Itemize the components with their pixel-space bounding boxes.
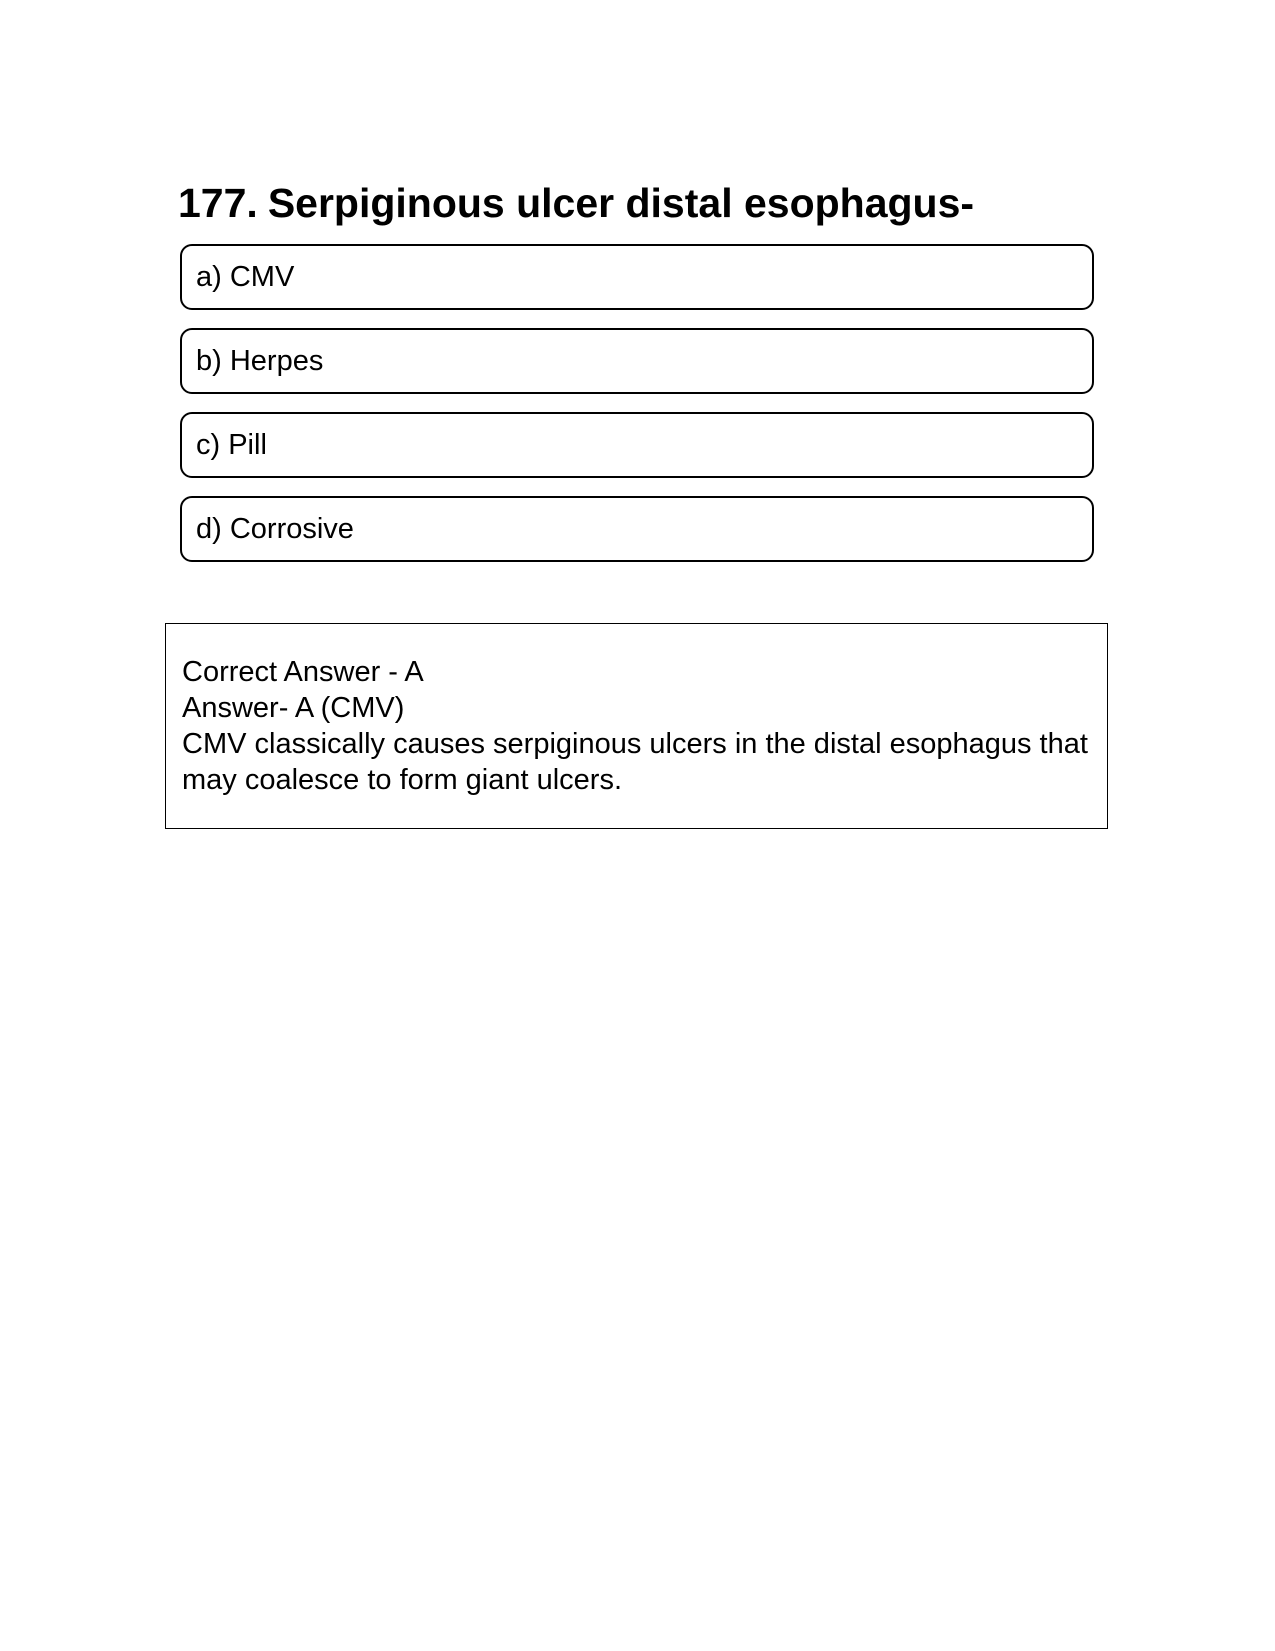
answer-line: Answer- A (CMV) [182, 692, 405, 724]
option-d[interactable] [180, 496, 1094, 562]
question-text: Serpiginous ulcer distal esophagus- [267, 180, 975, 226]
option-c-label: c) Pill [196, 429, 267, 461]
option-c[interactable] [180, 412, 1094, 478]
option-d-label: d) Corrosive [196, 513, 354, 545]
answer-explanation-box [165, 623, 1108, 829]
correct-answer-line: Correct Answer - A [182, 656, 424, 688]
option-a-label: a) CMV [196, 261, 295, 293]
option-a[interactable] [180, 244, 1094, 310]
option-b[interactable] [180, 328, 1094, 394]
question-number: 177. [178, 180, 258, 226]
option-b-label: b) Herpes [196, 345, 324, 377]
explanation-text: CMV classically causes serpiginous ulcers in the distal esophagus that may coalesce to form giant ulcers. [182, 728, 1088, 796]
question-title [178, 178, 974, 228]
